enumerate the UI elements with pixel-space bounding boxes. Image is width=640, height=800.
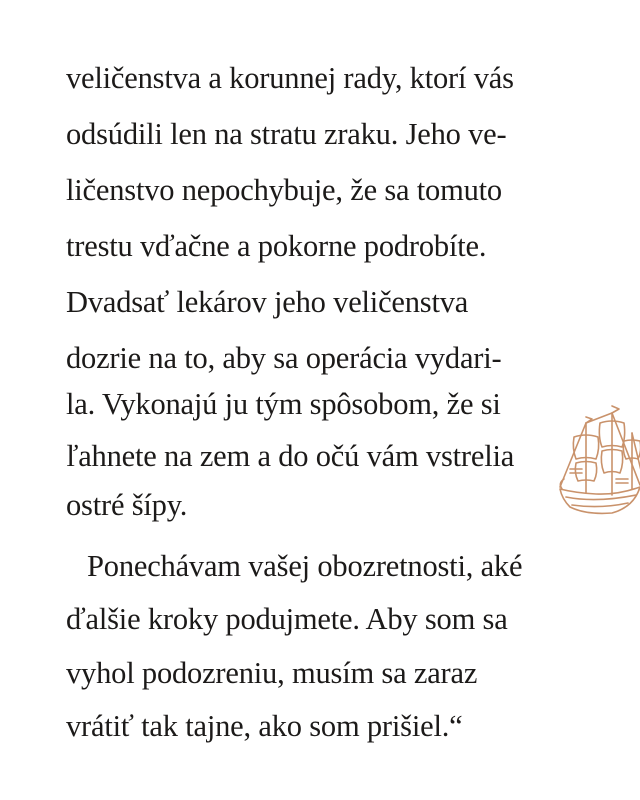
text-line: trestu vďačne a pokorne podrobíte. xyxy=(66,229,487,263)
text-line: dozrie na to, aby sa operácia vydari- xyxy=(66,341,502,375)
text-line: la. Vykonajú ju tým spôsobom, že si xyxy=(66,387,501,421)
text-line: vrátiť tak tajne, ako som prišiel.“ xyxy=(66,709,463,743)
text-line: ďalšie kroky podujmete. Aby som sa xyxy=(66,602,508,636)
text-line: vyhol podozreniu, musím sa zaraz xyxy=(66,656,478,690)
text-line: ľahnete na zem a do očú vám vstrelia xyxy=(66,439,515,473)
sailing-ship-icon xyxy=(556,403,640,523)
text-line: ličenstvo nepochybuje, že sa tomuto xyxy=(66,173,502,207)
text-line: ostré šípy. xyxy=(66,488,188,522)
text-line: Dvadsať lekárov jeho veličenstva xyxy=(66,285,469,319)
text-line: odsúdili len na stratu zraku. Jeho ve- xyxy=(66,117,507,151)
text-line: veličenstva a korunnej rady, ktorí vás xyxy=(66,61,514,95)
text-line: Ponechávam vašej obozretnosti, aké xyxy=(87,549,523,583)
